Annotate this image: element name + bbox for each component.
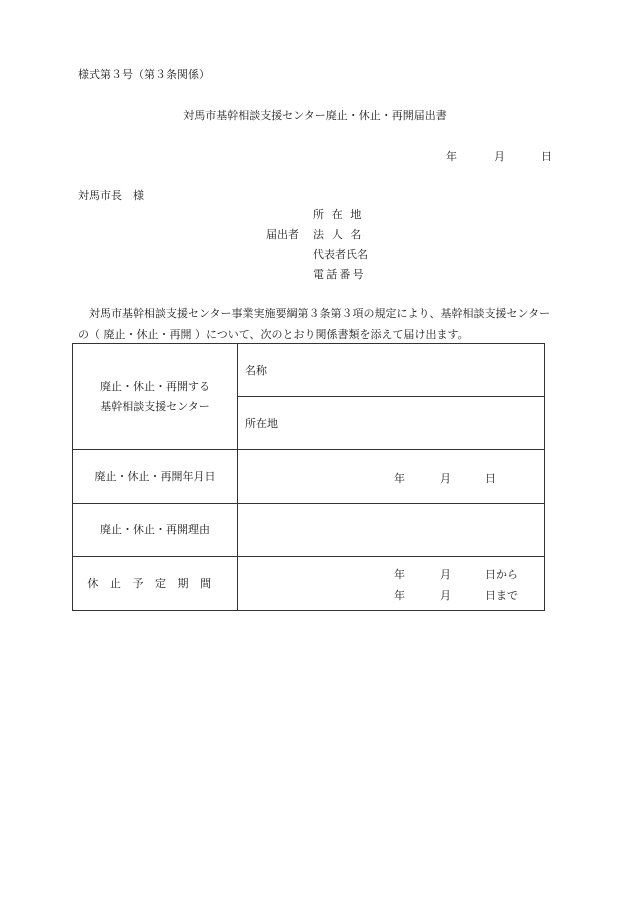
date-month: 月: [440, 472, 451, 485]
notifier-representative-label: 代表者氏名: [313, 248, 368, 261]
date-year: 年: [394, 472, 405, 485]
period-from-month: 月: [440, 568, 451, 581]
period-from-day: 日から: [485, 568, 518, 581]
date-label-cell: [73, 450, 238, 504]
center-name-cell[interactable]: [238, 344, 545, 397]
date-value-cell[interactable]: [238, 450, 545, 504]
period-to-year: 年: [394, 589, 405, 602]
notifier-phone-label: 電話番号: [313, 268, 366, 281]
period-label: 休止予定期間: [87, 576, 223, 590]
notifier-label: 届出者: [266, 228, 299, 241]
center-name-label: 名称: [245, 364, 267, 377]
notifier-address-label: 所在地: [313, 208, 370, 221]
date-label: 廃止・休止・再開年月日: [94, 469, 216, 483]
document-title: 対馬市基幹相談支援センター廃止・休止・再開届出書: [183, 109, 447, 122]
body-paragraph: 対馬市基幹相談支援センター事業実施要綱第３条第３項の規定により、基幹相談支援センターの（ 廃止・休止・再開 ）について、次のとおり関係書類を添えて届け出ます。: [78, 307, 551, 341]
period-from-year: 年: [394, 568, 405, 581]
notification-table: [72, 343, 545, 611]
reason-label: 廃止・休止・再開理由: [100, 523, 210, 536]
date-day: 日: [485, 472, 496, 485]
reason-value-cell[interactable]: [238, 504, 545, 557]
period-to-day: 日まで: [485, 589, 518, 602]
date-month-label: 月: [494, 150, 505, 163]
period-label-cell: [73, 557, 238, 611]
reason-label-cell: [73, 504, 238, 557]
center-address-label: 所在地: [245, 417, 278, 430]
center-label-cell: [73, 344, 238, 450]
date-day-label: 日: [541, 150, 552, 163]
period-value-cell[interactable]: [238, 557, 545, 611]
period-to-month: 月: [440, 589, 451, 602]
center-address-cell[interactable]: [238, 397, 545, 450]
addressee: 対馬市長 様: [78, 189, 144, 202]
center-label-line1: 廃止・休止・再開する: [100, 379, 210, 393]
center-label-line2: 基幹相談支援センター: [100, 399, 210, 413]
form-number: 様式第３号（第３条関係）: [78, 68, 210, 81]
date-year-label: 年: [446, 150, 457, 163]
notifier-corporation-label: 法人名: [313, 228, 370, 241]
